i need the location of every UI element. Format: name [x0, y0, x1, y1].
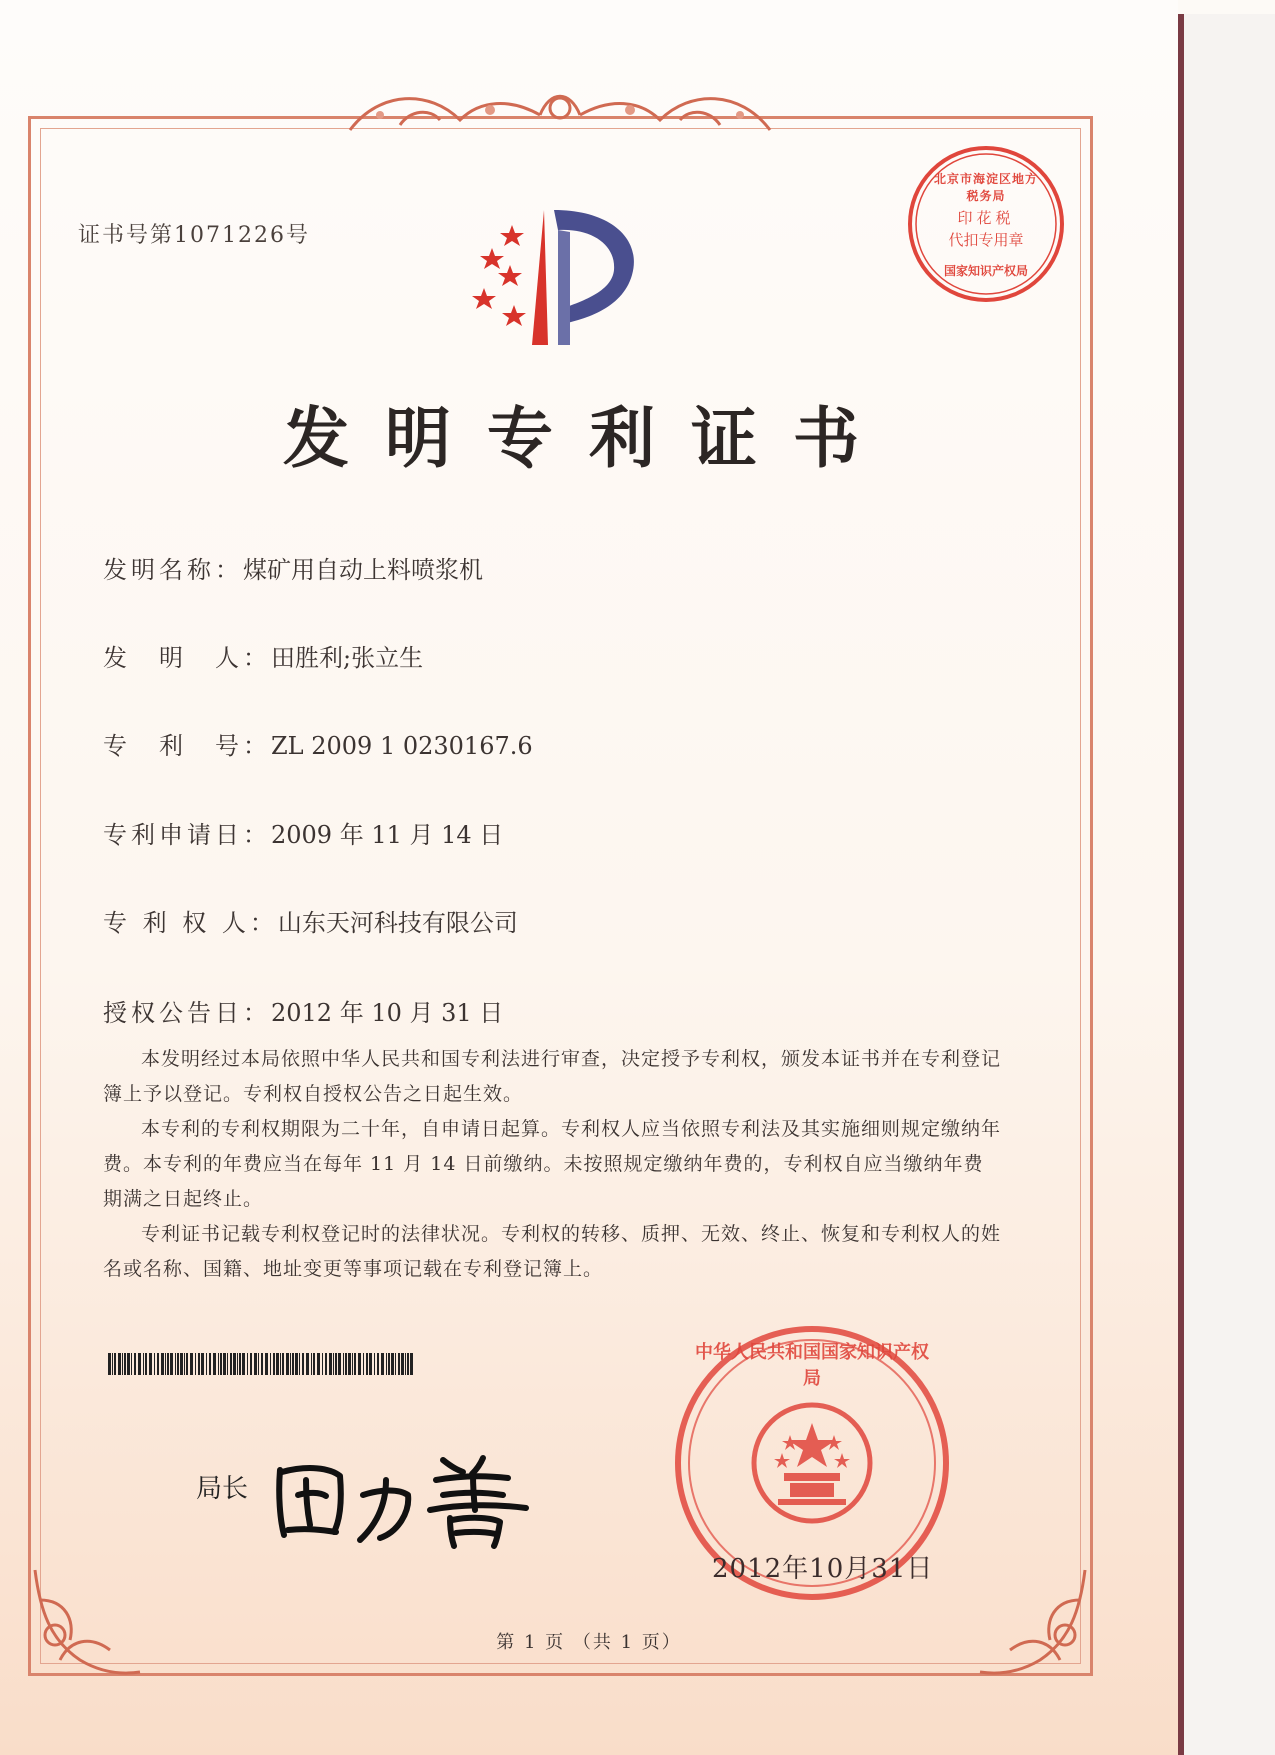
page-number: 第 1 页 （共 1 页） [496, 1632, 682, 1653]
page-title: 发明专利证书 [283, 399, 895, 477]
official-seal-text: 中华人民共和国国家知识产权局 [695, 1342, 929, 1389]
field-patent-no [103, 726, 533, 761]
body-paragraph: 专利证书记载专利权登记时的法律状况。专利权的转移、质押、无效、终止、恢复和专利权人的姓名或名称、国籍、地址变更等事项记载在专利登记簿上。 [103, 1223, 1002, 1280]
bottom-left-ornament [20, 1560, 150, 1690]
tax-seal-bottom-text: 国家知识产权局 [943, 264, 1028, 278]
body-paragraph: 本专利的专利权期限为二十年，自申请日起算。专利权人应当依照专利法及其实施细则规定缴纳年费。本专利的年费应当在每年 11 月 14 日前缴纳。未按照规定缴纳年费的，专利权自应当缴纳年费期满之日起终止。 [103, 1118, 1002, 1210]
field-label: 专利申请日： [103, 821, 271, 849]
tax-seal-line2: 代扣专用章 [948, 231, 1024, 249]
chief-label: 局长 [196, 1474, 249, 1504]
barcode [108, 1353, 414, 1375]
body-paragraph: 本发明经过本局依照中华人民共和国专利法进行审查，决定授予专利权，颁发本证书并在专利登记簿上予以登记。专利权自授权公告之日起生效。 [103, 1048, 1002, 1105]
field-invention-name [103, 550, 483, 585]
background-strip [1184, 14, 1275, 1755]
patent-office-logo [462, 200, 662, 350]
field-label: 专 利 号： [103, 732, 271, 760]
field-label: 专 利 权 人： [103, 909, 278, 937]
field-label: 发 明 人： [103, 644, 271, 672]
seal-date: 2012年10月31日 [712, 1554, 934, 1584]
field-label: 授权公告日： [103, 999, 271, 1027]
field-patentee [103, 903, 518, 938]
patent-number: ZL 2009 1 0230167.6 [271, 732, 533, 760]
tax-seal-outer-text: 北京市海淀区地方税务局 [933, 172, 1038, 203]
top-ornament [340, 80, 780, 140]
body-text [103, 1042, 1003, 1287]
field-label: 发明名称： [103, 556, 243, 584]
filing-date: 2009 年 11 月 14 日 [271, 821, 504, 849]
patentee: 山东天河科技有限公司 [277, 909, 518, 937]
tax-seal-line1: 印花税 [957, 209, 1015, 227]
field-grant-date [103, 993, 503, 1028]
signature [268, 1440, 538, 1550]
certificate-number: 证书号第1071226号 [78, 223, 310, 248]
field-inventor [103, 638, 423, 673]
invention-name: 煤矿用自动上料喷浆机 [243, 556, 483, 584]
bottom-right-ornament [970, 1560, 1100, 1690]
field-filing-date [103, 815, 503, 850]
grant-date: 2012 年 10 月 31 日 [271, 999, 504, 1027]
inventor: 田胜利;张立生 [271, 644, 424, 672]
